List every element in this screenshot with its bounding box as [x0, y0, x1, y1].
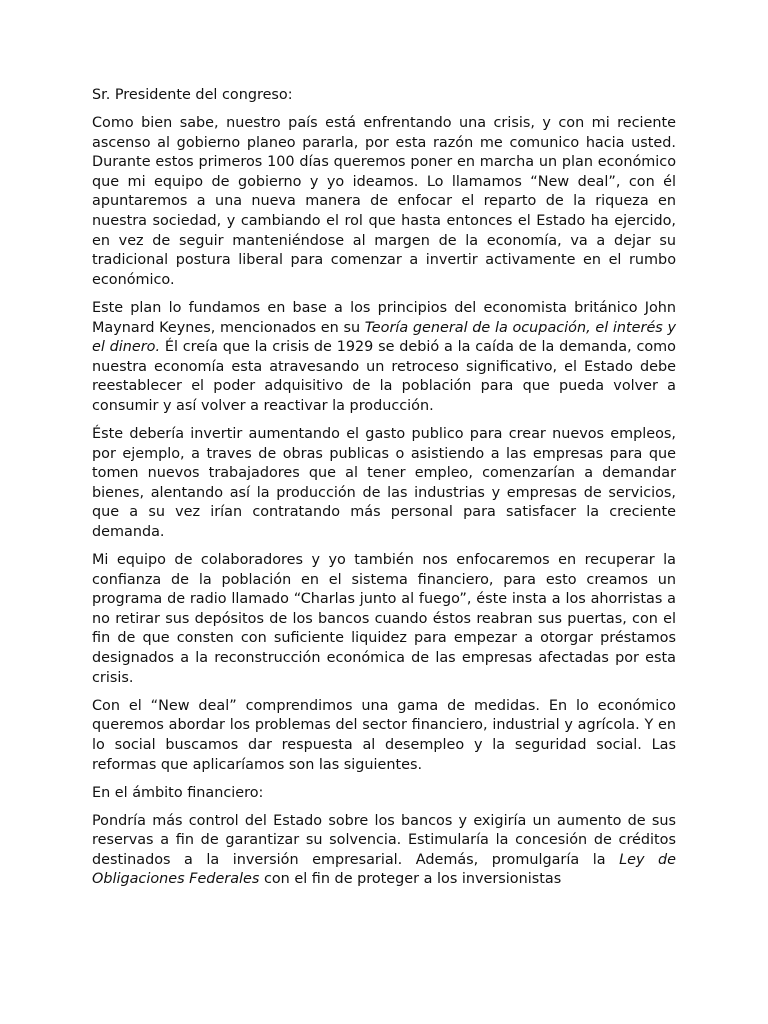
paragraph-6-heading: En el ámbito financiero:: [92, 784, 264, 801]
paragraph-5: Con el “New deal” comprendimos una gama de medidas. En lo económico queremos abordar los problemas del sector financiero, industrial y agrícola. Y en lo social buscamos dar respuesta al desempleo y la seguridad social. Las reformas que aplicaríamos son las siguientes.: [92, 697, 676, 773]
salutation: Sr. Presidente del congreso:: [92, 87, 293, 103]
paragraph-2: [92, 299, 676, 417]
paragraph-4: Mi equipo de colaboradores y yo también nos enfocaremos en recuperar la confianza de la población en el sistema financiero, para esto creamos un programa de radio llamado “Charlas junto al fuego”, éste insta a los ahorristas a no retirar sus depósitos de los bancos cuando éstos reabran sus puertas, con el fin de que consten con suficiente liquidez para empezar a otorgar préstamos designados a la reconstrucción económica de las empresas afectadas por esta crisis.: [92, 552, 676, 686]
paragraph-1: Como bien sabe, nuestro país está enfrentando una crisis, y con mi reciente ascenso al gobierno planeo pararla, por esta razón me comunico hacia usted. Durante estos primeros 100 días queremos poner en marcha un plan económico que mi equipo de gobierno y yo ideamos. Lo llamamos “New deal”, con él apuntaremos a una nueva manera de enfocar el reparto de la riqueza en nuestra sociedad, y cambiando el rol que hasta entonces el Estado ha ejercido, en vez de seguir manteniéndose al margen de la economía, va a dejar su tradicional postura liberal para comenzar a invertir activamente en el rumbo económico.: [92, 115, 676, 288]
law-title: Ley de Obligaciones Federales: [92, 851, 676, 888]
paragraph-2-text-end: Él creía que la crisis de 1929 se debió a la caída de la demanda, como nuestra economía esta atravesando un retroceso significativo, el Estado debe reestablecer el poder adquisitivo de la población para que pueda volver a consumir y así volver a reactivar la producción.: [92, 339, 676, 414]
paragraph-7-text: Pondría más control del Estado sobre los bancos y exigiría un aumento de sus reservas a fin de garantizar su solvencia. Estimularía la concesión de créditos destinados a la inversión empresarial. Además, promulgaría la: [92, 812, 676, 868]
paragraph-2-text: Este plan lo fundamos en base a los principios del economista británico John Maynard Keynes, mencionados en su: [92, 299, 676, 336]
paragraph-7: [92, 812, 676, 890]
paragraph-7-text-end: con el fin de proteger a los inversionistas: [259, 871, 562, 888]
book-title: Teoría general de la ocupación, el interés y el dinero.: [92, 319, 677, 356]
paragraph-3: Éste debería invertir aumentando el gasto publico para crear nuevos empleos, por ejemplo, a traves de obras publicas o asistiendo a las empresas para que tomen nuevos trabajadores que al tener empleo, comenzarían a demandar bienes, alentando así la producción de las industrias y empresas de servicios, que a su vez irían contratando más personal para satisfacer la creciente demanda.: [92, 426, 676, 540]
